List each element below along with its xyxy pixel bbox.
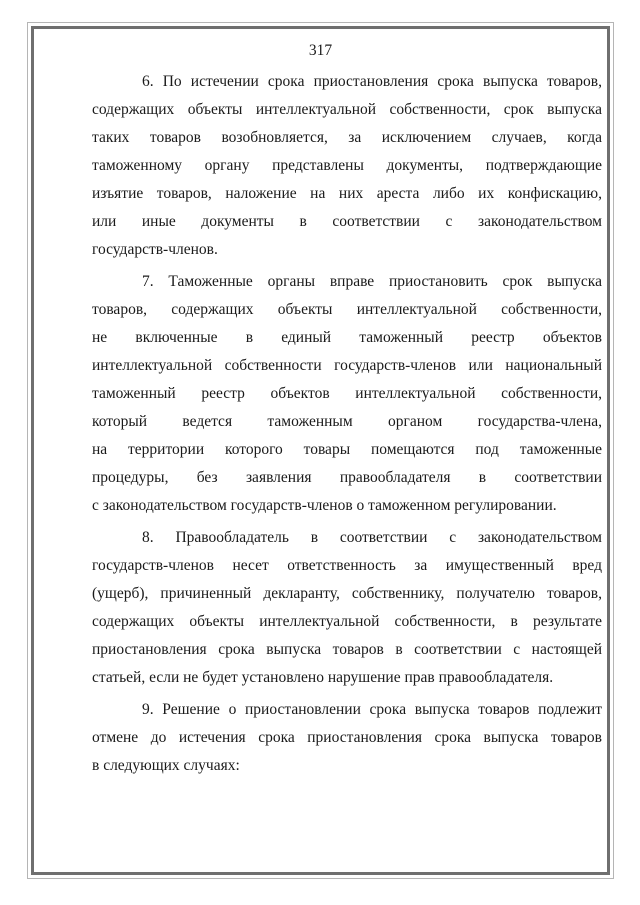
paragraph-line: таможенному органу представлены документы, подтверждающие [92, 157, 602, 174]
paragraph-line: государств-членов несет ответственность за имущественный вред [92, 557, 602, 574]
document-body [92, 68, 602, 784]
paragraph-6 [92, 68, 602, 264]
paragraph-line: изъятие товаров, наложение на них ареста либо их конфискацию, [92, 185, 602, 202]
paragraph-line: который ведется таможенным органом государства-члена, [92, 413, 602, 430]
paragraph-line: отмене до истечения срока приостановления срока выпуска товаров [92, 729, 602, 746]
paragraph-line: статьей, если не будет установлено нарушение прав правообладателя. [92, 669, 554, 686]
paragraph-line: приостановления срока выпуска товаров в соответствии с настоящей [92, 641, 602, 658]
paragraph-line: содержащих объекты интеллектуальной собственности, срок выпуска [92, 101, 602, 118]
paragraph-line: интеллектуальной собственности государств-членов или национальный [92, 357, 602, 374]
paragraph-line: товаров, содержащих объекты интеллектуальной собственности, [92, 301, 602, 318]
paragraph-line: содержащих объекты интеллектуальной собственности, в результате [92, 613, 602, 630]
paragraph-line: с законодательством государств-членов о таможенном регулировании. [92, 497, 557, 514]
paragraph-line: на территории которого товары помещаются под таможенные [92, 441, 602, 458]
paragraph-line: 7. Таможенные органы вправе приостановить срок выпуска [142, 273, 602, 290]
paragraph-line: не включенные в единый таможенный реестр объектов [92, 329, 602, 346]
paragraph-9 [92, 696, 602, 780]
paragraph-line: 9. Решение о приостановлении срока выпуска товаров подлежит [142, 701, 602, 718]
paragraph-line: таких товаров возобновляется, за исключением случаев, когда [92, 129, 602, 146]
page-frame [31, 26, 610, 875]
paragraph-line: или иные документы в соответствии с законодательством [92, 213, 602, 230]
page-number: 317 [308, 42, 333, 59]
paragraph-7 [92, 268, 602, 520]
paragraph-line: таможенный реестр объектов интеллектуальной собственности, [92, 385, 602, 402]
paragraph-line: 6. По истечении срока приостановления срока выпуска товаров, [142, 73, 602, 90]
paragraph-8 [92, 524, 602, 692]
paragraph-line: (ущерб), причиненный декларанту, собственнику, получателю товаров, [92, 585, 602, 602]
paragraph-line: государств-членов. [92, 241, 218, 258]
paragraph-line: в следующих случаях: [92, 757, 240, 774]
paragraph-line: процедуры, без заявления правообладателя в соответствии [92, 469, 602, 486]
paragraph-line: 8. Правообладатель в соответствии с законодательством [142, 529, 602, 546]
